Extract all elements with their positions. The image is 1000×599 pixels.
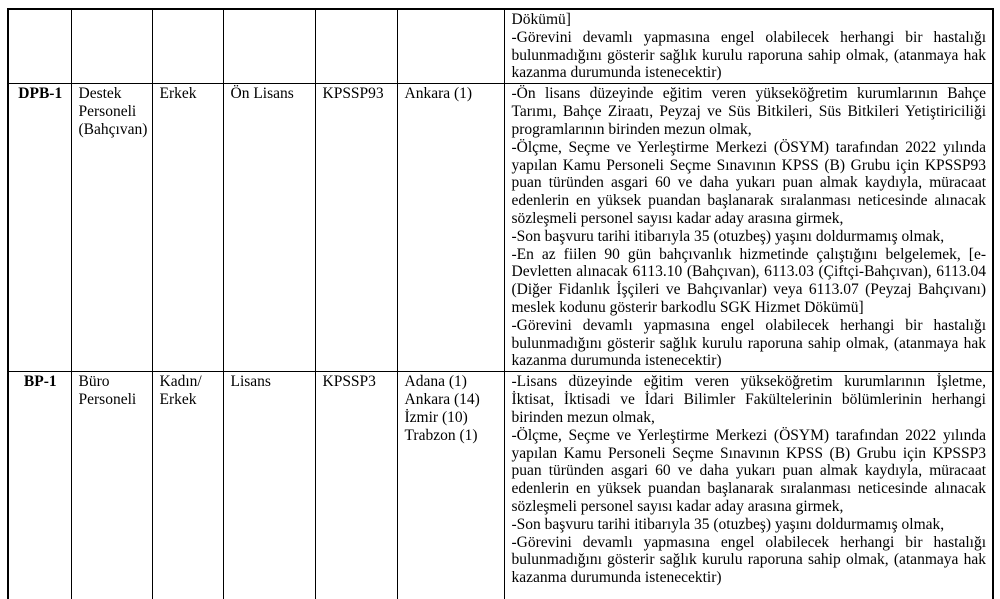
cell-requirements bbox=[504, 84, 993, 372]
location-line: Ankara (1) bbox=[404, 85, 473, 103]
recruitment-table bbox=[7, 8, 994, 599]
requirement-paragraph: -Ölçme, Seçme ve Yerleştirme Merkezi (ÖSYM) tarafından 2022 yılında yapılan Kamu Personeli Seçme Sınavının KPSS (B) Grubu için KPSSP3 puan türünden asgari 60 ve daha yukarı puan almak kaydıyla, müracaat edenlerin en yüksek puandan başlanarak sıralanması neticesinde alınacak sözleşmeli personel sayısı kadar aday arasına girmek, bbox=[511, 426, 986, 515]
location-line: Adana (1) bbox=[404, 373, 467, 391]
cell-code: BP-1 bbox=[8, 372, 71, 599]
cell-locations bbox=[397, 9, 504, 84]
location-line: İzmir (10) bbox=[404, 408, 468, 426]
cell-score-type: KPSSP3 bbox=[315, 372, 397, 599]
requirement-paragraph: -Son başvuru tarihi itibarıyla 35 (otuzbeş) yaşını doldurmamış olmak, bbox=[511, 227, 945, 245]
requirement-paragraph: -Görevini devamlı yapmasına engel olabilecek herhangi bir hastalığı bulunmadığını gösterir sağlık kurulu raporuna sahip olmak, (atanmaya hak kazanma durumunda istenecektir) bbox=[511, 316, 986, 370]
requirement-paragraph: -En az fiilen 90 gün bahçıvanlık hizmetinde çalıştığını belgelemek, [e-Devletten alınacak 6113.10 (Bahçıvan), 6113.03 (Çiftçi-Bahçıvan), 6113.04 (Diğer Fidanlık İşçileri ve Bahçıvanlar) veya 6113.07 (Peyzaj Bahçıvanı) meslek kodunu gösterir barkodlu SGK Hizmet Dökümü] bbox=[511, 245, 986, 316]
cell-locations bbox=[397, 84, 504, 372]
table-row-dpb-1 bbox=[8, 84, 993, 372]
cell-requirements bbox=[504, 372, 993, 599]
requirement-paragraph: -Son başvuru tarihi itibarıyla 35 (otuzbeş) yaşını doldurmamış olmak, bbox=[511, 515, 945, 533]
table-row-continuation bbox=[8, 9, 993, 84]
cell-position bbox=[71, 9, 152, 84]
location-line: Trabzon (1) bbox=[404, 426, 478, 444]
requirement-paragraph: -Görevini devamlı yapmasına engel olabilecek herhangi bir hastalığı bulunmadığını gösterir sağlık kurulu raporuna sahip olmak, (atanmaya hak kazanma durumunda istenecektir) bbox=[511, 533, 986, 587]
requirement-paragraph: -Ölçme, Seçme ve Yerleştirme Merkezi (ÖSYM) tarafından 2022 yılında yapılan Kamu Personeli Seçme Sınavının KPSS (B) Grubu için KPSSP93 puan türünden asgari 60 ve daha yukarı puan almak kaydıyla, müracaat edenlerin en yüksek puandan başlanarak sıralanması neticesinde alınacak sözleşmeli personel sayısı kadar aday arasına girmek, bbox=[511, 138, 986, 227]
cell-requirements bbox=[504, 9, 993, 84]
requirement-paragraph: -Görevini devamlı yapmasına engel olabilecek herhangi bir hastalığı bulunmadığını gösterir sağlık kurulu raporuna sahip olmak, (atanmaya hak kazanma durumunda istenecektir) bbox=[511, 28, 986, 82]
cell-education bbox=[223, 9, 315, 84]
location-line: Ankara (14) bbox=[404, 391, 480, 409]
requirement-paragraph: -Lisans düzeyinde eğitim veren yükseköğretim kurumlarının İşletme, İktisat, İktisadi ve İdari Bilimler Fakültelerinin bölümlerinin herhangi birinden mezun olmak, bbox=[511, 373, 986, 426]
cell-score-type: KPSSP93 bbox=[315, 84, 397, 372]
cell-code bbox=[8, 9, 71, 84]
cell-education: Ön Lisans bbox=[223, 84, 315, 372]
cell-score-type bbox=[315, 9, 397, 84]
cell-locations bbox=[397, 372, 504, 599]
cell-education: Lisans bbox=[223, 372, 315, 599]
cell-code: DPB-1 bbox=[8, 84, 71, 372]
requirement-paragraph: Dökümü] bbox=[511, 11, 571, 28]
cell-gender: Kadın/ Erkek bbox=[152, 372, 223, 599]
cell-position: Büro Personeli bbox=[71, 372, 152, 599]
cell-position: Destek Personeli (Bahçıvan) bbox=[71, 84, 152, 372]
cell-gender bbox=[152, 9, 223, 84]
table-row-bp-1 bbox=[8, 372, 993, 599]
requirement-paragraph: -Ön lisans düzeyinde eğitim veren yükseköğretim kurumlarının Bahçe Tarımı, Bahçe Ziraatı, Peyzaj ve Süs Bitkileri, Süs Bitkileri Yetiştiriciliği programlarının birinden mezun olmak, bbox=[511, 85, 986, 138]
cell-gender: Erkek bbox=[152, 84, 223, 372]
